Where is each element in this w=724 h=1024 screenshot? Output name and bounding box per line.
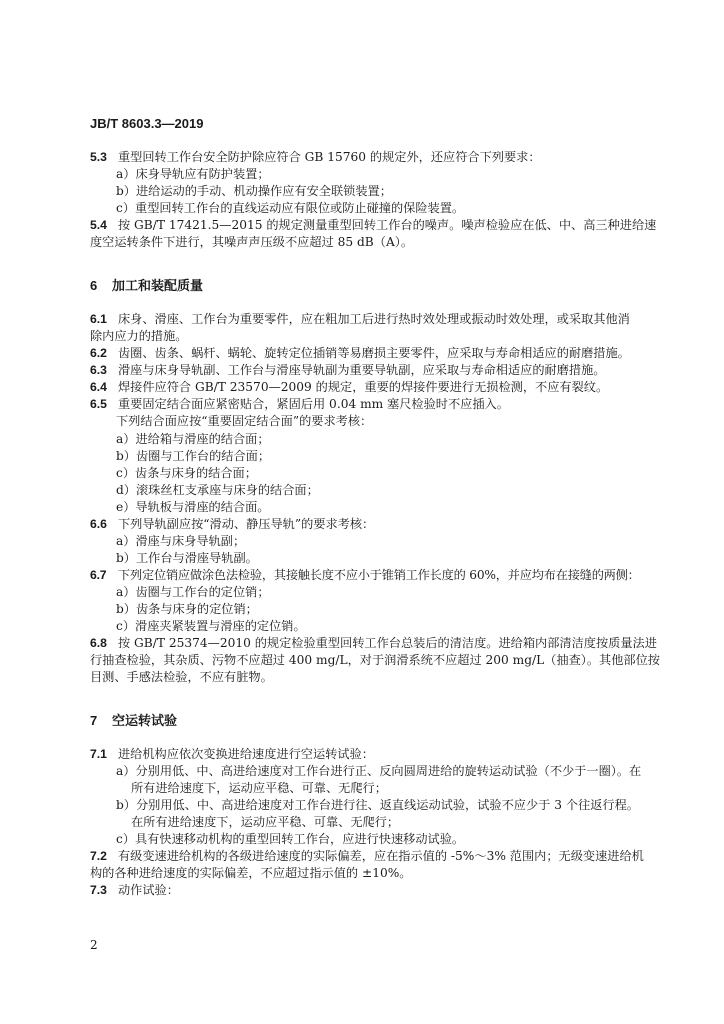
clause-6-5: [90, 396, 509, 413]
clause-number: 7.2: [90, 849, 107, 863]
section-title: 空运转试验: [112, 714, 178, 729]
clause-continuation: 除内应力的措施。: [90, 329, 188, 343]
clause-text: 床身、滑座、工作台为重要零件，应在粗加工后进行热时效处理或振动时效处理，或采取其他消: [118, 312, 630, 326]
clause-text: 齿圈、齿条、蜗杆、蜗轮、旋转定位插销等易磨损主要零件，应采取与寿命相适应的耐磨措施。: [118, 346, 630, 360]
clause-number: 6.2: [90, 346, 107, 360]
clause-7-3: [90, 882, 179, 899]
clause-text: 下列导轨副应按“滑动、静压导轨”的要求考核：: [118, 517, 375, 531]
clause-text: 有级变速进给机构的各级进给速度的实际偏差，应在指示值的 -5%～3% 范围内；无级变速进给机: [118, 849, 644, 863]
clause-6-8: [90, 635, 657, 652]
clause-number: 6.3: [90, 363, 107, 377]
list-item: c）齿条与床身的结合面；: [116, 466, 257, 480]
clause-6-7: [90, 567, 640, 584]
clause-text: 重型回转工作台安全防护除应符合 GB 15760 的规定外，还应符合下列要求：: [118, 150, 541, 164]
clause-number: 6.4: [90, 380, 107, 394]
clause-text: 下列定位销应做涂色法检验，其接触长度不应小于锥销工作长度的 60%，并应均布在接缝的两侧：: [118, 568, 640, 582]
clause-continuation: 目测、手感法检验，不应有脏物。: [90, 670, 273, 684]
clause-text: 滑座与床身导轨副、工作台与滑座导轨副为重要导轨副，应采取与寿命相适应的耐磨措施。: [118, 363, 606, 377]
list-item: b）分别用低、中、高进给速度对工作台进行往、返直线运动试验，试验不应少于 3 个往返行程。: [116, 798, 639, 812]
list-item: b）进给运动的手动、机动操作应有安全联锁装置；: [116, 184, 392, 198]
clause-number: 7.3: [90, 883, 107, 897]
clause-7-1: [90, 746, 374, 763]
clause-6-3: [90, 362, 606, 379]
clause-number: 6.8: [90, 636, 107, 650]
clause-text: 重要固定结合面应紧密贴合，紧固后用 0.04 mm 塞尺检验时不应插入。: [118, 397, 509, 411]
clause-continuation: 行抽查检验，其杂质、污物不应超过 400 mg/L，对于润滑系统不应超过 200 mg/L（抽查）。其他部位按: [90, 653, 660, 667]
list-item: c）具有快速移动机构的重型回转工作台，应进行快速移动试验。: [116, 832, 465, 846]
clause-6-1: [90, 311, 630, 328]
list-item: a）进给箱与滑座的结合面；: [116, 432, 270, 446]
clause-continuation: 构的各种进给速度的实际偏差，不应超过指示值的 ±10%。: [90, 866, 412, 880]
section-number: 7: [90, 713, 98, 728]
section-heading-6: [90, 275, 203, 294]
clause-continuation: 度空运转条件下进行，其噪声声压级不应超过 85 dB（A）。: [90, 235, 414, 249]
section-number: 6: [90, 278, 98, 293]
list-item: b）工作台与滑座导轨副。: [116, 551, 258, 565]
clause-text: 焊接件应符合 GB/T 23570—2009 的规定，重要的焊接件要进行无损检测，不应有裂纹。: [118, 380, 609, 394]
clause-6-4: [90, 379, 608, 396]
standard-code: JB/T 8603.3—2019: [90, 116, 204, 131]
clause-number: 6.1: [90, 312, 107, 326]
list-item: a）滑座与床身导轨副；: [116, 534, 246, 548]
list-item: b）齿圈与工作台的结合面；: [116, 449, 271, 463]
clause-text: 进给机构应依次变换进给速度进行空运转试验：: [118, 747, 374, 761]
list-item: e）导轨板与滑座的结合面。: [116, 500, 270, 514]
clause-continuation: 下列结合面应按“重要固定结合面”的要求考核：: [116, 414, 373, 428]
clause-number: 6.6: [90, 517, 107, 531]
clause-text: 按 GB/T 25374—2010 的规定检验重型回转工作台总装后的清洁度。进给箱内部清洁度按质量法进: [118, 636, 657, 650]
clause-number: 5.3: [90, 150, 107, 164]
list-item: d）滚珠丝杠支承座与床身的结合面；: [116, 483, 319, 497]
clause-number: 6.5: [90, 397, 107, 411]
list-item-continuation: 所有进给速度下，运动应平稳、可靠、无爬行；: [131, 781, 387, 795]
list-item: c）重型回转工作台的直线运动应有限位或防止碰撞的保险装置。: [116, 201, 465, 215]
clause-text: 按 GB/T 17421.5—2015 的规定测量重型回转工作台的噪声。噪声检验应在低、中、高三种进给速: [118, 218, 657, 232]
section-heading-7: [90, 710, 177, 729]
clause-number: 7.1: [90, 747, 107, 761]
list-item: a）床身导轨应有防护装置；: [116, 167, 270, 181]
list-item-continuation: 在所有进给速度下，运动应平稳、可靠、无爬行；: [131, 815, 400, 829]
clause-6-2: [90, 345, 630, 362]
clause-6-6: [90, 516, 374, 533]
list-item: c）滑座夹紧装置与滑座的定位销。: [116, 619, 306, 633]
clause-5-3: [90, 149, 541, 166]
clause-5-4: [90, 217, 656, 234]
section-title: 加工和装配质量: [112, 279, 204, 294]
clause-number: 5.4: [90, 218, 107, 232]
clause-text: 动作试验：: [118, 883, 179, 897]
list-item: a）齿圈与工作台的定位销；: [116, 585, 270, 599]
clause-number: 6.7: [90, 568, 107, 582]
list-item: b）齿条与床身的定位销；: [116, 602, 258, 616]
list-item: a）分别用低、中、高进给速度对工作台进行正、反向圆周进给的旋转运动试验（不少于一圈）。在: [116, 764, 642, 778]
clause-7-2: [90, 848, 644, 865]
page-number: 2: [90, 938, 98, 952]
